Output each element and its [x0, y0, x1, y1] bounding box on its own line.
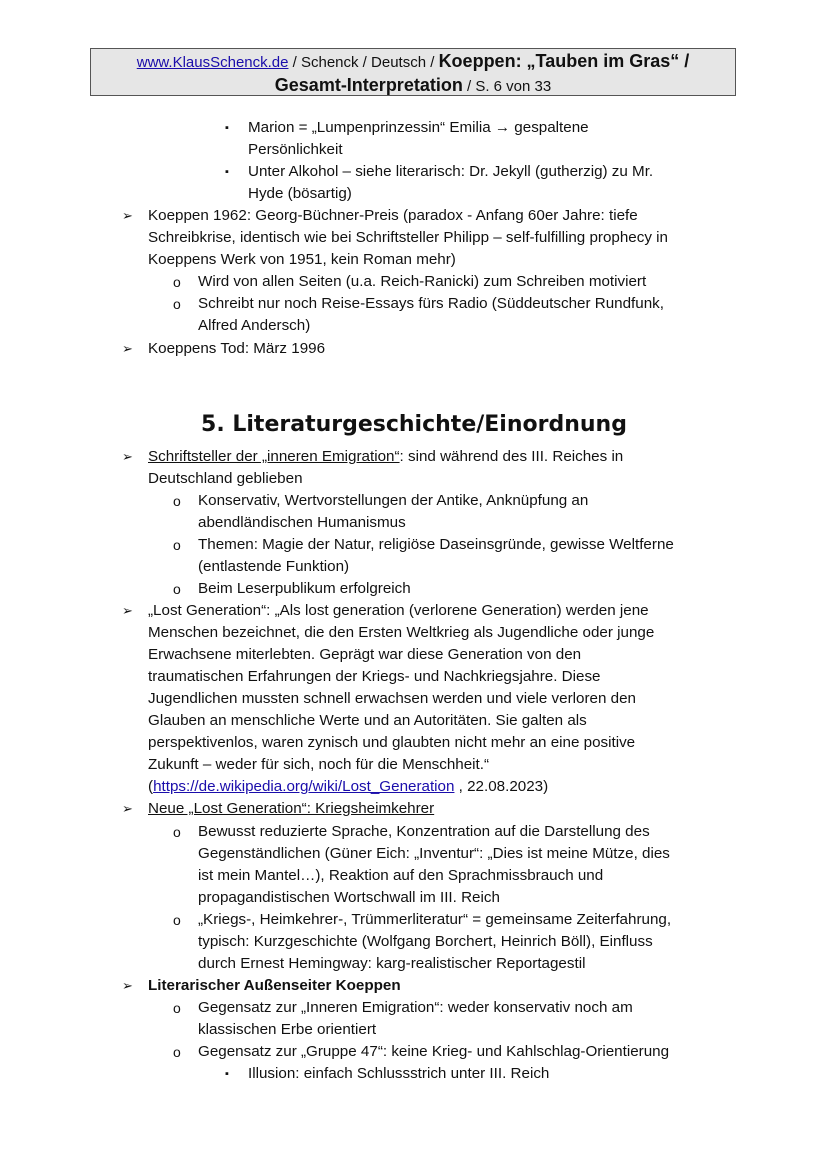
- section-heading: 5. Literaturgeschichte/Einordnung: [201, 412, 627, 437]
- list-item: durch Ernest Hemingway: karg-realistischer Reportagestil: [198, 955, 586, 972]
- list-item: Alfred Andersch): [198, 317, 311, 334]
- list-item: Themen: Magie der Natur, religiöse Daseinsgründe, gewisse Weltferne: [198, 536, 674, 553]
- list-item: Deutschland geblieben: [148, 470, 303, 487]
- list-item: Koeppens Tod: März 1996: [148, 340, 326, 357]
- quote-line: Menschen bezeichnet, die den Ersten Weltkrieg als Jugendliche oder junge: [148, 624, 655, 641]
- list-item: „Kriegs-, Heimkehrer-, Trümmerliteratur“ = gemeinsame Zeiterfahrung,: [198, 911, 672, 928]
- arrow-bullet-icon: ➢: [122, 449, 133, 464]
- square-bullet-icon: ▪: [225, 166, 229, 178]
- item-text: : sind während des III. Reiches in: [399, 448, 624, 465]
- header-line-2: [91, 74, 735, 98]
- arrow-bullet-icon: ➢: [122, 208, 133, 223]
- list-item: Koeppen 1962: Georg-Büchner-Preis (paradox - Anfang 60er Jahre: tiefe: [148, 207, 638, 224]
- header-line-1: [91, 50, 735, 74]
- quote-line: Erwachsene miterlebten. Geprägt war diese Generation von den: [148, 646, 582, 663]
- wikipedia-link[interactable]: https://de.wikipedia.org/wiki/Lost_Generation: [153, 778, 455, 795]
- arrow-bullet-icon: ➢: [122, 341, 133, 356]
- circle-bullet-icon: o: [173, 493, 181, 509]
- list-item: Persönlichkeit: [248, 141, 343, 158]
- quote-line: perspektivenlos, waren zynisch und glaubten nicht mehr an eine positive: [148, 734, 636, 751]
- list-item: [148, 446, 623, 468]
- circle-bullet-icon: o: [173, 912, 181, 928]
- list-item: Unter Alkohol – siehe literarisch: Dr. Jekyll (gutherzig) zu Mr.: [248, 163, 654, 180]
- list-item: Gegensatz zur „Gruppe 47“: keine Krieg- und Kahlschlag-Orientierung: [198, 1043, 670, 1060]
- list-item: Gegenständlichen (Güner Eich: „Inventur“: „Dies ist meine Mütze, dies: [198, 845, 670, 862]
- circle-bullet-icon: o: [173, 824, 181, 840]
- circle-bullet-icon: o: [173, 274, 181, 290]
- document-subtitle: Gesamt-Interpretation: [274, 75, 463, 95]
- circle-bullet-icon: o: [173, 1044, 181, 1060]
- quote-line: Glauben an menschliche Werte und an Autoritäten. Sie galten als: [148, 712, 587, 729]
- square-bullet-icon: ▪: [225, 1068, 229, 1080]
- list-item: Hyde (bösartig): [248, 185, 352, 202]
- arrow-bullet-icon: ➢: [122, 603, 133, 618]
- underlined-term: Schriftsteller der „inneren Emigration“: [148, 448, 400, 465]
- quote-line: traumatischen Erfahrungen der Kriegs- und Nachkriegsjahre. Diese: [148, 668, 601, 685]
- circle-bullet-icon: o: [173, 581, 181, 597]
- list-item: (entlastende Funktion): [198, 558, 350, 575]
- site-link[interactable]: www.KlausSchenck.de: [136, 54, 289, 71]
- quote-line: Jugendlichen mussten schnell erwachsen werden und viele verloren den: [148, 690, 636, 707]
- page-number: / S. 6 von 33: [462, 78, 552, 95]
- quote-line: „Lost Generation“: „Als lost generation (verlorene Generation) werden jene: [148, 602, 649, 619]
- source-date: , 22.08.2023): [454, 778, 549, 795]
- list-item: abendländischen Humanismus: [198, 514, 406, 531]
- list-item: Schreibkrise, identisch wie bei Schriftsteller Philipp – self-fulfilling prophecy in: [148, 229, 668, 246]
- list-item: Gegensatz zur „Inneren Emigration“: weder konservativ noch am: [198, 999, 633, 1016]
- list-item: Beim Leserpublikum erfolgreich: [198, 580, 411, 597]
- list-item: Marion = „Lumpenprinzessin“ Emilia → gespaltene: [248, 119, 589, 136]
- list-item: Konservativ, Wertvorstellungen der Antike, Anknüpfung an: [198, 492, 589, 509]
- square-bullet-icon: ▪: [225, 122, 229, 134]
- source-paren: (: [148, 778, 154, 795]
- list-item: Schreibt nur noch Reise-Essays fürs Radio (Süddeutscher Rundfunk,: [198, 295, 664, 312]
- arrow-bullet-icon: ➢: [122, 801, 133, 816]
- list-item: Koeppens Werk von 1951, kein Roman mehr): [148, 251, 456, 268]
- list-item: klassischen Erbe orientiert: [198, 1021, 377, 1038]
- list-item: propagandistischen Wortschwall im III. Reich: [198, 889, 500, 906]
- list-item: ist mein Mantel…), Reaktion auf den Sprachmissbrauch und: [198, 867, 604, 884]
- arrow-bullet-icon: ➢: [122, 978, 133, 993]
- list-item: Bewusst reduzierte Sprache, Konzentration auf die Darstellung des: [198, 823, 650, 840]
- breadcrumb: / Schenck / Deutsch /: [288, 54, 439, 71]
- list-item: Illusion: einfach Schlussstrich unter III. Reich: [248, 1065, 550, 1082]
- source-citation: [148, 776, 548, 798]
- document-title: Koeppen: „Tauben im Gras“ /: [438, 51, 690, 71]
- list-item: Wird von allen Seiten (u.a. Reich-Ranicki) zum Schreiben motiviert: [198, 273, 647, 290]
- list-item: Neue „Lost Generation“: Kriegsheimkehrer: [148, 800, 435, 817]
- page-header: [90, 48, 736, 96]
- circle-bullet-icon: o: [173, 296, 181, 312]
- list-item: typisch: Kurzgeschichte (Wolfgang Borchert, Heinrich Böll), Einfluss: [198, 933, 653, 950]
- list-item: Literarischer Außenseiter Koeppen: [148, 977, 401, 994]
- quote-line: Zukunft – weder für sich, noch für die Menschheit.“: [148, 756, 490, 773]
- circle-bullet-icon: o: [173, 1000, 181, 1016]
- circle-bullet-icon: o: [173, 537, 181, 553]
